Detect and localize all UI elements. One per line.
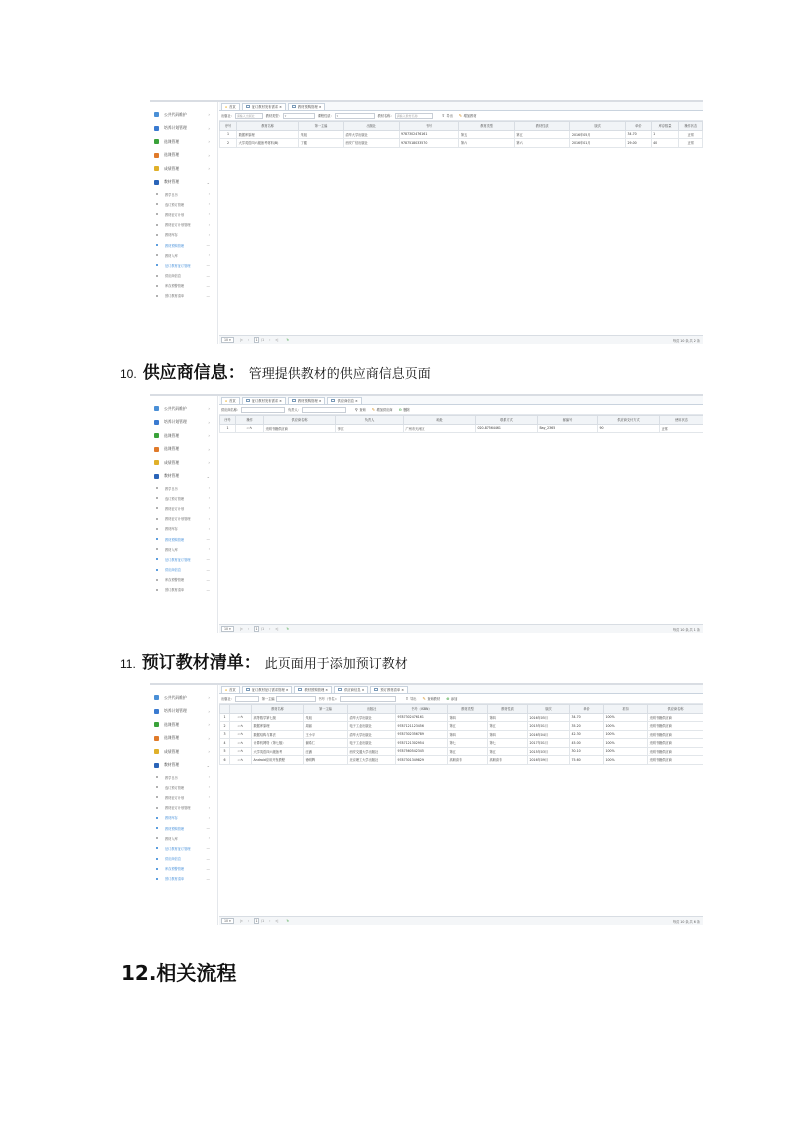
supplier-name-input[interactable] bbox=[241, 407, 285, 413]
section-heading-12: 12.相关流程 bbox=[121, 961, 237, 985]
sidebar-item[interactable]: 成绩管理 › bbox=[150, 456, 217, 470]
table-row[interactable]: 3 ▭✎ 数据结构与算法 王小平 清华大学出版社 9787302356789 第四 第四 2016年04月 42.30 100% 光明书籍供应商 bbox=[220, 730, 704, 739]
sidebar-icon bbox=[154, 420, 159, 425]
tab-home[interactable]: ⌂ 首页 bbox=[221, 103, 240, 111]
table-header: 序号 教材名称 第一主编 出版社 书号 教材类型 教材性质 版次 单价 库存数量 操作状态 bbox=[220, 122, 703, 131]
name-input[interactable]: 请输入教材名称 bbox=[395, 113, 433, 119]
table-row[interactable]: 1 ▭✎ 光明书籍供应商 李江 广州市天河区 020-87564461 Bay_2365 90 正常 bbox=[220, 424, 704, 433]
sidebar-sub-item[interactable]: 教学日历 › bbox=[150, 189, 217, 199]
edit-icon[interactable]: ▭✎ bbox=[230, 730, 252, 739]
sidebar-sub-item[interactable]: 征订教材征订管理 — bbox=[150, 554, 217, 564]
sidebar-item[interactable]: 成绩管理 › bbox=[150, 745, 217, 759]
sidebar bbox=[150, 102, 218, 344]
sidebar-item[interactable]: 培养计划管理 › bbox=[150, 416, 217, 430]
pagination: 10 ▾ |« ‹ 1 /1 › »| ↻ 每页 10 条,共 6 条 bbox=[219, 916, 703, 925]
sidebar-sub-item[interactable]: 教材入库 › bbox=[150, 250, 217, 260]
edit-icon[interactable]: ▭✎ bbox=[230, 747, 252, 756]
sidebar-icon bbox=[154, 126, 159, 131]
sidebar-sub-item[interactable]: 教材征订计划 › bbox=[150, 209, 217, 219]
prev-page-button[interactable]: ‹ bbox=[247, 627, 249, 631]
sidebar-item[interactable]: 选课管理 › bbox=[150, 135, 217, 149]
tab[interactable]: 征订教材征订需求管理 × bbox=[242, 686, 293, 694]
first-page-button[interactable]: |« bbox=[239, 627, 243, 631]
tab-bar bbox=[219, 685, 703, 694]
sidebar bbox=[150, 396, 218, 633]
sidebar-sub-item[interactable]: 库存预警管理 — bbox=[150, 575, 217, 585]
table-row[interactable]: 5 ▭✎ 大学英语四六级备考 汪涵 西安交通大学出版社 9787560542345 第五 第五 2015年03月 30.10 100% 光明书籍供应商 bbox=[220, 747, 704, 756]
delete-button[interactable]: ⊖ 删除 bbox=[398, 407, 410, 412]
sidebar-sub-item[interactable]: 教学日历 › bbox=[150, 483, 217, 493]
data-table bbox=[219, 121, 703, 148]
tab-icon bbox=[246, 399, 250, 402]
sidebar-sub-item[interactable]: 教材库存 › bbox=[150, 524, 217, 534]
add-supplier-button[interactable]: ✎ 增加供应商 bbox=[371, 407, 393, 412]
last-page-button[interactable]: »| bbox=[275, 919, 279, 923]
sidebar-item[interactable]: 公共代码维护 › bbox=[150, 691, 217, 705]
screenshot-textbook-inventory bbox=[150, 100, 703, 344]
pager-info: 每页 10 条,共 2 条 bbox=[672, 338, 700, 343]
sidebar-item[interactable]: 教材管理 ⌄ bbox=[150, 759, 217, 773]
chevron-right-icon: › bbox=[208, 112, 210, 118]
publisher-input[interactable] bbox=[235, 696, 259, 702]
edit-icon[interactable]: ▭✎ bbox=[236, 424, 264, 433]
sidebar-icon bbox=[154, 722, 159, 727]
tab-home[interactable]: ⌂ 首页 bbox=[221, 397, 240, 405]
tab-icon bbox=[331, 399, 335, 402]
delete-icon: ⊖ bbox=[398, 407, 402, 412]
sidebar-sub-item[interactable]: 教材入库 › bbox=[150, 544, 217, 554]
edit-icon[interactable]: ▭✎ bbox=[230, 739, 252, 748]
type-select[interactable]: ▾ bbox=[283, 113, 315, 119]
table-header: 教材名称 第一主编 出版社 书号（ISBN） 教材类型 教材性质 版次 单价 折扣 供应商名称 bbox=[220, 705, 704, 714]
sidebar-icon bbox=[154, 180, 159, 185]
page-size-select[interactable]: 10 ▾ bbox=[221, 918, 234, 924]
table-row[interactable]: 2 ▭✎ 数据库原理 周丽 电子工业出版社 9787121123456 第五 第五 2015年01月 35.20 100% 光明书籍供应商 bbox=[220, 722, 704, 731]
next-page-button[interactable]: › bbox=[269, 338, 271, 342]
sidebar-icon bbox=[154, 433, 159, 438]
tab[interactable]: 教材预购管理 × bbox=[294, 686, 332, 694]
tab[interactable]: 教材预购管理 × bbox=[288, 397, 326, 405]
isbn-input[interactable] bbox=[340, 696, 396, 702]
sidebar-item[interactable]: 选课管理 › bbox=[150, 429, 217, 443]
tab-icon bbox=[246, 688, 250, 691]
pencil-icon: ✎ bbox=[422, 696, 426, 701]
sidebar-icon bbox=[154, 460, 159, 465]
refresh-icon[interactable]: ↻ bbox=[286, 338, 290, 342]
chevron-right-icon: › bbox=[208, 125, 210, 131]
query-button[interactable]: ✎ 查询教材 bbox=[422, 696, 441, 701]
edit-icon[interactable]: ▭✎ bbox=[230, 756, 252, 765]
home-icon: ⌂ bbox=[225, 398, 228, 403]
sidebar-item[interactable]: 选课管理 › bbox=[150, 443, 217, 457]
tab-active[interactable]: 预订教材清单 × bbox=[370, 686, 408, 694]
tab[interactable]: 征订教材发布需求 × bbox=[242, 103, 286, 111]
page-input[interactable]: 1 bbox=[255, 627, 258, 631]
sidebar bbox=[150, 685, 218, 925]
sidebar-sub-item[interactable]: 教材征订计划 › bbox=[150, 792, 217, 802]
sidebar-sub-item[interactable]: 教材入库 › bbox=[150, 833, 217, 843]
filter-toolbar: 出版社： 第一主编 书号（书名）： ⇪ 导出 ✎ 查询教材 ⊕ 添加 bbox=[219, 694, 703, 704]
prev-page-button[interactable]: ‹ bbox=[247, 919, 249, 923]
sidebar-icon bbox=[154, 447, 159, 452]
export-icon: ⇪ bbox=[405, 696, 409, 701]
status-badge: 正常 bbox=[679, 130, 703, 139]
sidebar-item[interactable]: 成绩管理 › bbox=[150, 162, 217, 176]
export-button[interactable]: ⇪ 导出 bbox=[405, 696, 417, 701]
tab[interactable]: 征订教材发布需求 × bbox=[242, 397, 286, 405]
main-panel bbox=[219, 396, 703, 633]
tab-icon bbox=[298, 688, 302, 691]
editor-input[interactable] bbox=[276, 696, 316, 702]
sidebar-sub-item-active[interactable]: 预订教材清单 — bbox=[150, 874, 217, 884]
screenshot-supplier-info bbox=[150, 394, 703, 633]
next-page-button[interactable]: › bbox=[269, 627, 271, 631]
table-row[interactable]: 2 大学英语四六级备考材料(B) 丁健 西安广信出版社 9787518033570 第六 第六 2016年01月 29.00 40 正常 bbox=[220, 139, 703, 148]
page-input[interactable]: 1 bbox=[255, 919, 258, 923]
last-page-button[interactable]: »| bbox=[275, 627, 279, 631]
next-page-button[interactable]: › bbox=[269, 919, 271, 923]
section-heading-10: 10. 供应商信息 ： 管理提供教材的供应商信息页面 bbox=[120, 363, 431, 383]
section-heading-11: 11. 预订教材清单 ： 此页面用于添加预订教材 bbox=[120, 653, 408, 673]
first-page-button[interactable]: |« bbox=[239, 338, 243, 342]
chevron-right-icon: › bbox=[208, 166, 210, 172]
nature-select[interactable]: ▾ bbox=[335, 113, 375, 119]
pencil-icon: ✎ bbox=[371, 407, 376, 412]
sidebar-sub-item[interactable]: 教材库存 › bbox=[150, 813, 217, 823]
table-row[interactable]: 4 ▭✎ 计算机网络（第七版） 谢希仁 电子工业出版社 9787121302954 第七 第七 2017年01月 45.00 100% 光明书籍供应商 bbox=[220, 739, 704, 748]
sidebar-sub-item[interactable]: 教材库存 › bbox=[150, 230, 217, 240]
last-page-button[interactable]: »| bbox=[275, 338, 279, 342]
sidebar-icon bbox=[154, 406, 159, 411]
tab-bar bbox=[219, 396, 703, 405]
data-table bbox=[219, 415, 703, 433]
sidebar-icon bbox=[154, 166, 159, 171]
sidebar-sub-item[interactable]: 库存预警管理 — bbox=[150, 864, 217, 874]
sidebar-item[interactable]: 教材管理 ⌄ bbox=[150, 176, 217, 190]
pagination: 10 ▾ |« ‹ 1 /1 › »| ↻ 每页 10 条,共 1 条 bbox=[219, 624, 703, 633]
sidebar-sub-item[interactable]: 供应商信息 — bbox=[150, 854, 217, 864]
sidebar-item[interactable]: 选课管理 › bbox=[150, 732, 217, 746]
sidebar-sub-item[interactable]: 教材预购管理 — bbox=[150, 534, 217, 544]
sidebar-icon bbox=[154, 695, 159, 700]
sidebar-item[interactable]: 培养计划管理 › bbox=[150, 705, 217, 719]
main-panel bbox=[219, 685, 703, 925]
sidebar-sub-item[interactable]: 征订教材征订管理 — bbox=[150, 843, 217, 853]
sidebar-sub-item-active[interactable]: 教材预购管理 — bbox=[150, 240, 217, 250]
sidebar-sub-item[interactable]: 教材征订计划管理 › bbox=[150, 514, 217, 524]
sidebar-sub-item-active[interactable]: 供应商信息 — bbox=[150, 565, 217, 575]
add-button[interactable]: ✎ 增加教材 bbox=[458, 113, 477, 118]
sidebar-item[interactable]: 选课管理 › bbox=[150, 149, 217, 163]
sidebar-item[interactable]: 教材管理 ⌄ bbox=[150, 470, 217, 484]
pager-info: 每页 10 条,共 1 条 bbox=[672, 627, 700, 632]
filter-toolbar: 供应商名称： 负责人： ⚲ 查询 ✎ 增加供应商 ⊖ 删除 bbox=[219, 405, 703, 415]
sidebar-item[interactable]: 公共代码维护 › bbox=[150, 402, 217, 416]
table-header: 序号 操作 供应商名称 负责人 地址 联系方式 邮编号 供应商支付方式 使用状态 bbox=[220, 416, 704, 425]
tab[interactable]: 供应商信息 × bbox=[334, 686, 368, 694]
sidebar-icon bbox=[154, 153, 159, 158]
sidebar-sub-item[interactable]: 征订教材征订管理 — bbox=[150, 260, 217, 270]
page-size-select[interactable]: 10 ▾ bbox=[221, 337, 234, 343]
table-row[interactable]: 1 ▭✎ 高等数学第七版 朱旭 清华大学出版社 9787302476161 第四 第四 2016年05月 34.70 100% 光明书籍供应商 bbox=[220, 713, 704, 722]
sidebar-sub-item[interactable]: 选订预订管理 › bbox=[150, 493, 217, 503]
sidebar-icon bbox=[154, 139, 159, 144]
sidebar-icon bbox=[154, 736, 159, 741]
table-row[interactable]: 1 数据库原理 朱旭 清华大学出版社 9787302476161 第五 第五 2016年05月 34.70 1 正常 bbox=[220, 130, 703, 139]
sidebar-icon bbox=[154, 763, 159, 768]
tab-home[interactable]: ⌂ 首页 bbox=[221, 686, 240, 694]
main-panel bbox=[219, 102, 703, 344]
pencil-icon: ✎ bbox=[458, 113, 463, 118]
table-row[interactable]: 6 ▭✎ Android应用开发教程 徐明辉 北京理工大学出版社 9787301349829 高职高专 高职高专 2016年09月 75.60 100% 光明书籍供应商 bbox=[220, 756, 704, 765]
sidebar-sub-item[interactable]: 教学日历 › bbox=[150, 772, 217, 782]
sidebar-sub-item[interactable]: 库存预警管理 — bbox=[150, 281, 217, 291]
sidebar-sub-item[interactable]: 教材征订计划管理 › bbox=[150, 803, 217, 813]
sidebar-sub-item[interactable]: 选订预订管理 › bbox=[150, 199, 217, 209]
page-input[interactable]: 1 bbox=[255, 338, 258, 342]
chevron-right-icon: › bbox=[208, 152, 210, 158]
home-icon: ⌂ bbox=[225, 104, 228, 109]
export-button[interactable]: ⇪ 导出 bbox=[441, 113, 453, 118]
sidebar-item[interactable]: 培养计划管理 › bbox=[150, 122, 217, 136]
sidebar-icon bbox=[154, 749, 159, 754]
sidebar-sub-item[interactable]: 教材征订计划管理 › bbox=[150, 220, 217, 230]
sidebar-sub-item[interactable]: 选订预订管理 › bbox=[150, 782, 217, 792]
chevron-down-icon: ⌄ bbox=[206, 179, 210, 185]
status-badge: 正常 bbox=[679, 139, 703, 148]
prev-page-button[interactable]: ‹ bbox=[247, 338, 249, 342]
tab-icon bbox=[338, 688, 342, 691]
tab-icon bbox=[246, 105, 250, 108]
search-icon: ⚲ bbox=[354, 407, 358, 412]
tab-active[interactable]: 教材预购管理 × bbox=[288, 103, 326, 111]
data-table bbox=[219, 704, 703, 765]
tab-icon bbox=[374, 688, 378, 691]
filter-toolbar: 出版社： 请输入出版社 教材类型： ▾ 课程性质： ▾ 教材名称： 请输入教材名称 ⇪ 导出 ✎ 增加教材 bbox=[219, 111, 703, 121]
tab-icon bbox=[292, 105, 296, 108]
sidebar-item[interactable]: 公共代码维护 › bbox=[150, 108, 217, 122]
sidebar-sub-item[interactable]: 教材预购管理 — bbox=[150, 823, 217, 833]
sidebar-sub-item[interactable]: 供应商信息 — bbox=[150, 271, 217, 281]
export-icon: ⇪ bbox=[441, 113, 445, 118]
pagination: 10 ▾ |« ‹ 1 /1 › »| ↻ 每页 10 条,共 2 条 bbox=[219, 335, 703, 344]
sidebar-sub-item[interactable]: 预订教材清单 — bbox=[150, 291, 217, 301]
first-page-button[interactable]: |« bbox=[239, 919, 243, 923]
sidebar-icon bbox=[154, 474, 159, 479]
add-button[interactable]: ⊕ 添加 bbox=[446, 696, 458, 701]
publisher-input[interactable]: 请输入出版社 bbox=[235, 113, 263, 119]
sidebar-icon bbox=[154, 709, 159, 714]
status-badge: 正常 bbox=[660, 424, 704, 433]
screenshot-order-list bbox=[150, 683, 703, 925]
sidebar-icon bbox=[154, 112, 159, 117]
add-icon: ⊕ bbox=[446, 696, 450, 701]
query-button[interactable]: ⚲ 查询 bbox=[354, 407, 366, 412]
tab-active[interactable]: 供应商信息 × bbox=[327, 397, 361, 405]
refresh-icon[interactable]: ↻ bbox=[286, 627, 290, 631]
contact-input[interactable] bbox=[302, 407, 346, 413]
home-icon: ⌂ bbox=[225, 687, 228, 692]
sidebar-sub-item[interactable]: 教材征订计划 › bbox=[150, 503, 217, 513]
tab-icon bbox=[292, 399, 296, 402]
edit-icon[interactable]: ▭✎ bbox=[230, 713, 252, 722]
sidebar-item[interactable]: 选课管理 › bbox=[150, 718, 217, 732]
sidebar-sub-item[interactable]: 预订教材清单 — bbox=[150, 585, 217, 595]
refresh-icon[interactable]: ↻ bbox=[286, 919, 290, 923]
tab-bar bbox=[219, 102, 703, 111]
pager-info: 每页 10 条,共 6 条 bbox=[672, 919, 700, 924]
chevron-right-icon: › bbox=[208, 139, 210, 145]
edit-icon[interactable]: ▭✎ bbox=[230, 722, 252, 731]
page-size-select[interactable]: 10 ▾ bbox=[221, 626, 234, 632]
